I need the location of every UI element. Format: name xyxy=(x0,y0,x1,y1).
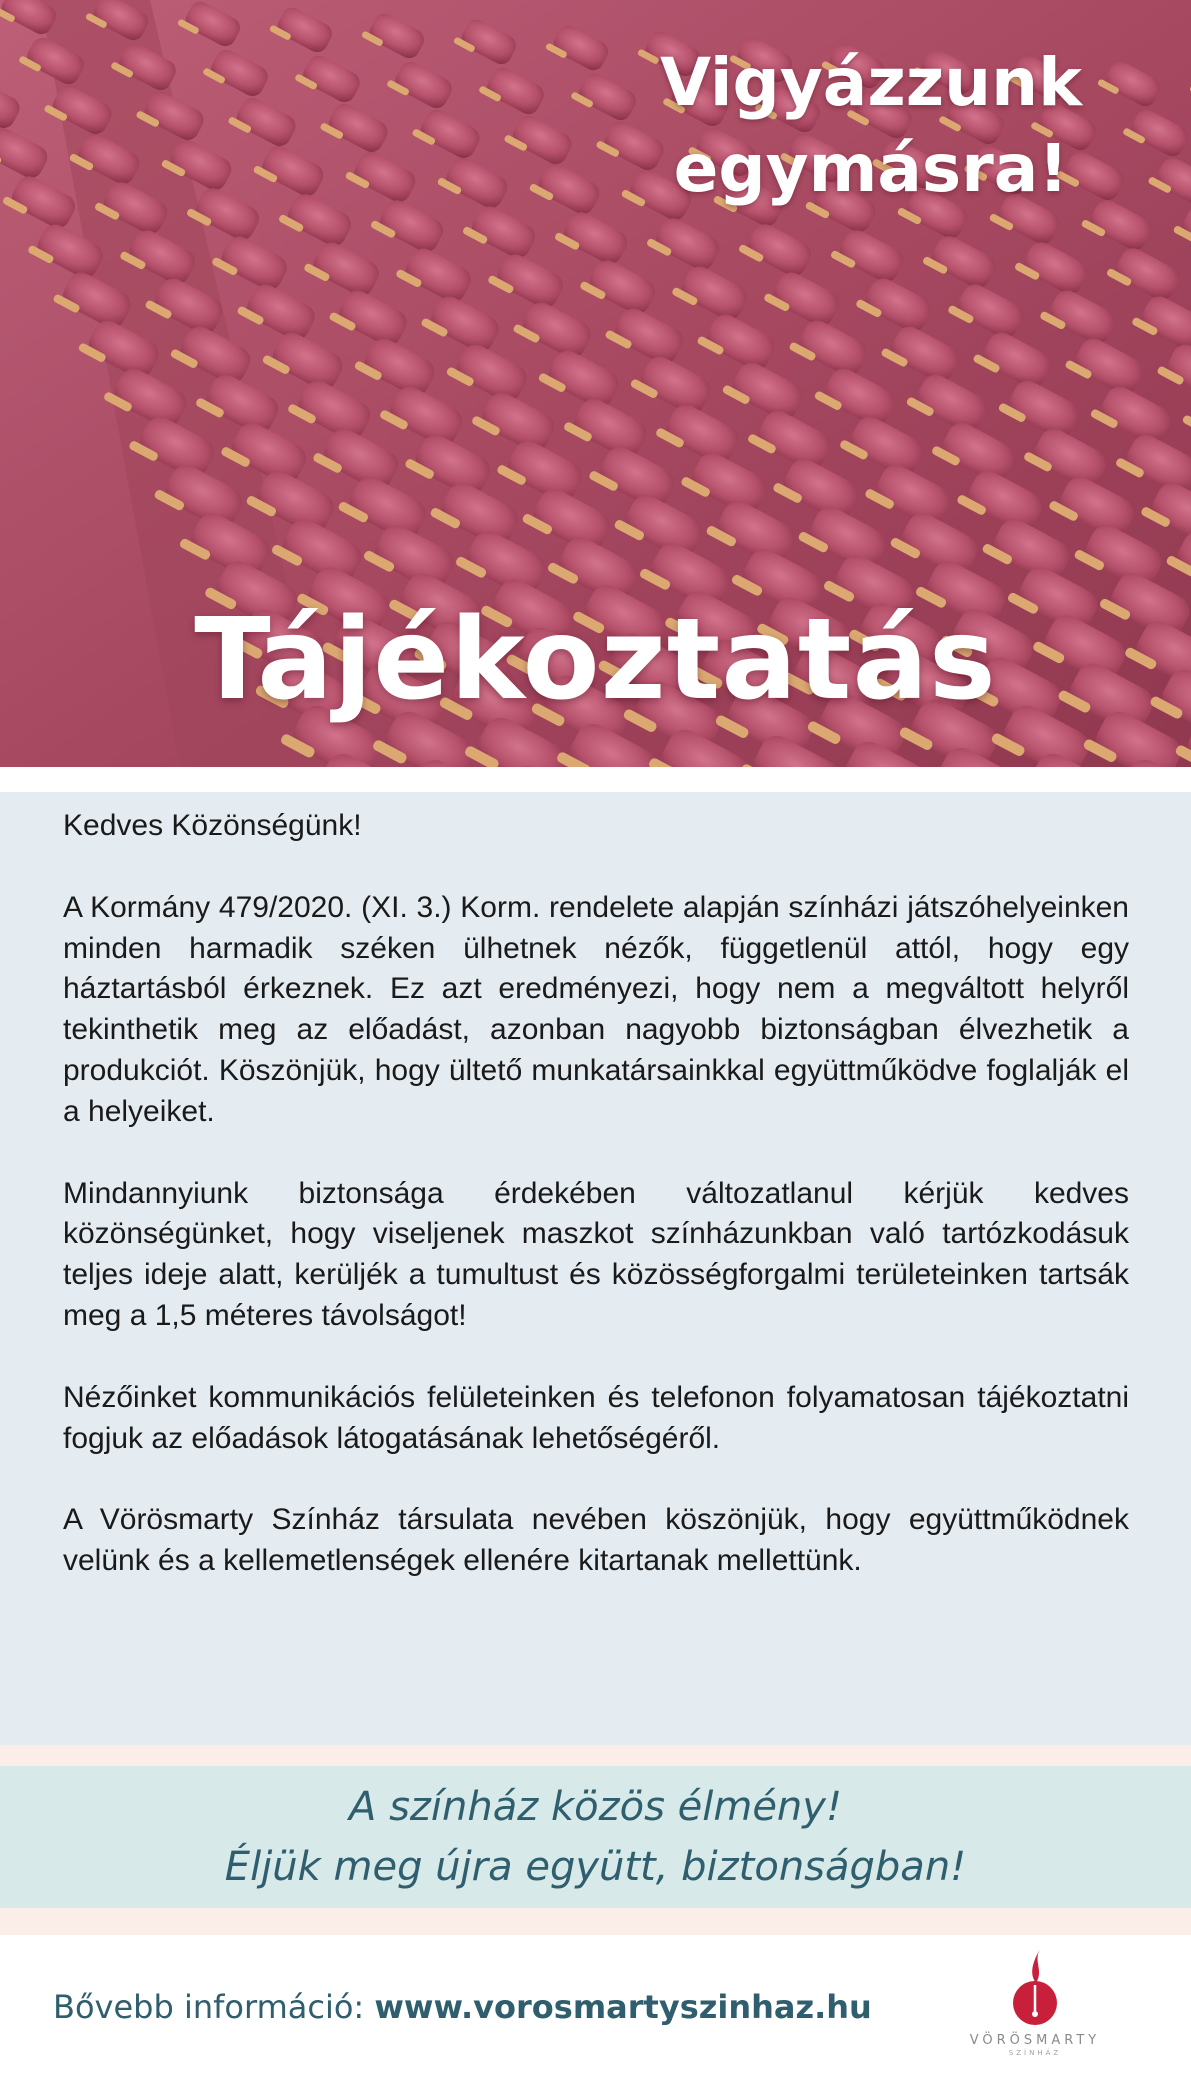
website-link[interactable]: www.vorosmartyszinhaz.hu xyxy=(374,1988,872,2026)
hero-subtitle xyxy=(611,40,1131,212)
motto-line1: A színház közös élmény! xyxy=(349,1784,842,1830)
paragraph-thanks: A Vörösmarty Színház társulata nevében köszönjük, hogy együttműködnek velünk és a kellemetlenségek ellenére kitartanak mellettünk. xyxy=(63,1503,1129,1578)
footer xyxy=(0,1935,1191,2075)
motto-band xyxy=(0,1766,1191,1908)
body-text xyxy=(63,806,1129,1582)
theatre-logo xyxy=(960,1945,1110,2070)
hero-title: Tájékoztatás xyxy=(194,595,997,725)
hero-section xyxy=(0,0,1191,767)
logo-subtitle: SZÍNHÁZ xyxy=(1008,2049,1062,2057)
hero-subtitle-line2: egymásra! xyxy=(673,130,1069,207)
logo-name: VÖRÖSMARTY xyxy=(969,2033,1101,2048)
info-label: Bővebb információ: xyxy=(53,1988,365,2026)
body-panel xyxy=(0,792,1191,1745)
quill-mark-icon xyxy=(1000,1945,1070,2029)
greeting: Kedves Közönségünk! xyxy=(63,809,362,842)
paragraph-safety: Mindannyiunk biztonsága érdekében változatlanul kérjük kedves közönségünket, hogy viseljenek maszkot színházunkban való tartózkodásuk teljes ideje alatt, kerüljék a tumultust és közösségforgalmi területeinken tartsák meg a 1,5 méteres távolságot! xyxy=(63,1176,1129,1332)
paragraph-regulation: A Kormány 479/2020. (XI. 3.) Korm. rendelete alapján színházi játszóhelyeinken minden harmadik széken ülhetnek nézők, függetlenül attól, hogy egy háztartásból érkeznek. Ez azt eredményezi, hogy nem a megváltott helyről tekinthetik meg az előadást, azonban nagyobb biztonságban élvezhetik a produkciót. Köszönjük, hogy ültető munkatársainkkal együttműködve foglalják el a helyeiket. xyxy=(63,890,1129,1128)
footer-info xyxy=(53,1987,872,2027)
motto-line2: Éljük meg újra együtt, biztonságban! xyxy=(224,1844,967,1890)
paragraph-information: Nézőinket kommunikációs felületeinken és telefonon folyamatosan tájékoztatni fogjuk az előadások látogatásának lehetőségéről. xyxy=(63,1380,1129,1455)
hero-subtitle-line1: Vigyázzunk xyxy=(659,44,1083,121)
